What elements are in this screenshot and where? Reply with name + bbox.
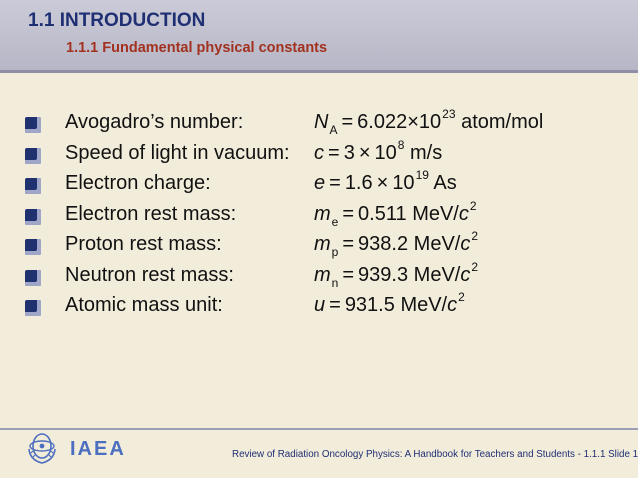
constant-label: Avogadro’s number:: [65, 111, 244, 133]
checkbox-bullet-icon: [25, 209, 41, 225]
formula-exponent: 8: [397, 137, 405, 152]
formula-equals: =: [341, 111, 354, 133]
iaea-logo-text: IAEA: [70, 438, 126, 460]
constant-label: Electron rest mass:: [65, 202, 237, 225]
list-item-electron-charge: [0, 169, 638, 200]
checkbox-bullet-icon: [25, 300, 41, 316]
list-item-atomic-mass-unit: [0, 291, 638, 322]
constant-formula: [314, 107, 544, 137]
formula-equals: =: [328, 141, 340, 164]
formula-unit-exponent: 2: [471, 259, 479, 274]
formula-unit: MeV/: [413, 233, 461, 255]
formula-unit: MeV/: [413, 263, 461, 286]
list-item-electron-mass: [0, 200, 638, 231]
formula-symbol: u: [314, 294, 326, 316]
formula-subscript: p: [331, 245, 339, 259]
list-item-neutron-mass: [0, 261, 638, 292]
footer-caption: Review of Radiation Oncology Physics: A Handbook for Teachers and Students - 1.1.1 Slide 1: [232, 449, 638, 460]
constant-formula: [314, 198, 477, 229]
formula-unit-exponent: 2: [469, 198, 477, 213]
formula-value: 939.3: [358, 263, 409, 286]
formula-value: 938.2: [358, 233, 409, 255]
header-divider: [0, 70, 638, 73]
formula-exponent: 23: [442, 107, 456, 121]
formula-equals: =: [329, 294, 341, 316]
formula-unit-exponent: 2: [458, 290, 465, 304]
constant-formula: [314, 229, 479, 259]
formula-value: 0.511: [358, 202, 407, 225]
formula-times: ×: [358, 141, 371, 164]
formula-unit: As: [433, 172, 457, 194]
formula-unit-var: c: [460, 263, 471, 286]
formula-subscript: n: [331, 275, 339, 290]
constant-label: Speed of light in vacuum:: [65, 141, 290, 164]
formula-equals: =: [329, 172, 341, 194]
formula-subscript: A: [329, 123, 338, 137]
formula-symbol: c: [314, 141, 324, 164]
formula-symbol: m: [314, 263, 331, 286]
list-item-avogadro: [0, 108, 638, 139]
checkbox-bullet-icon: [25, 148, 41, 164]
formula-equals: =: [342, 263, 355, 286]
footer-divider: [0, 428, 638, 430]
formula-unit: m/s: [410, 141, 443, 164]
constant-label: Neutron rest mass:: [65, 263, 234, 286]
checkbox-bullet-icon: [25, 270, 41, 286]
constant-label: Atomic mass unit:: [65, 294, 223, 316]
formula-exponent: 19: [415, 168, 429, 182]
formula-unit-var: c: [458, 202, 469, 225]
formula-unit: MeV/: [400, 294, 448, 316]
constant-label: Electron charge:: [65, 172, 211, 194]
formula-subscript: e: [331, 214, 339, 229]
constants-list: [0, 108, 638, 322]
list-item-proton-mass: [0, 230, 638, 261]
iaea-emblem-icon: [26, 429, 58, 465]
formula-value: 1.6: [344, 172, 373, 194]
constant-formula: [314, 290, 465, 317]
formula-value: 6.022: [357, 111, 408, 133]
formula-base: 10: [392, 172, 415, 194]
checkbox-bullet-icon: [25, 239, 41, 255]
formula-unit-var: c: [447, 294, 458, 316]
formula-unit: atom/mol: [461, 111, 544, 133]
formula-value: 931.5: [344, 294, 395, 316]
slide-title: 1.1 INTRODUCTION: [28, 10, 206, 31]
formula-times: ×: [407, 111, 419, 133]
slide-subtitle: 1.1.1 Fundamental physical constants: [66, 40, 328, 56]
formula-unit-var: c: [460, 233, 471, 255]
formula-symbol: e: [314, 172, 326, 194]
constant-formula: [314, 137, 443, 165]
formula-base: 10: [374, 141, 397, 164]
formula-base: 10: [418, 111, 442, 133]
list-item-speed-of-light: [0, 139, 638, 170]
formula-symbol: N: [314, 111, 329, 133]
formula-symbol: m: [314, 202, 331, 225]
formula-unit: MeV/: [412, 202, 459, 225]
formula-equals: =: [342, 233, 355, 255]
formula-equals: =: [342, 202, 355, 225]
checkbox-bullet-icon: [25, 178, 41, 194]
constant-label: Proton rest mass:: [65, 233, 222, 255]
formula-times: ×: [376, 172, 389, 194]
formula-symbol: m: [314, 233, 331, 255]
formula-unit-exponent: 2: [471, 229, 479, 243]
formula-value: 3: [343, 141, 355, 164]
constant-formula: [314, 168, 457, 195]
constant-formula: [314, 259, 479, 290]
checkbox-bullet-icon: [25, 117, 41, 133]
